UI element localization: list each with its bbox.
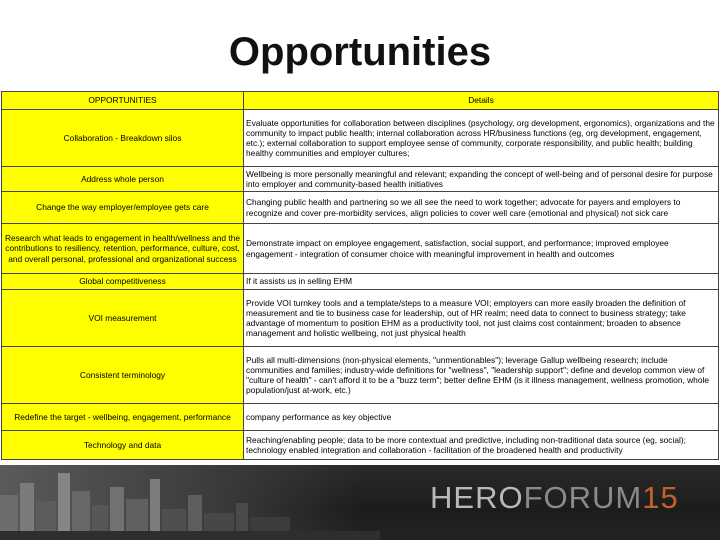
details-cell: Reaching/enabling people; data to be more contextual and predictive, including non-traditional data source (eg, social); technology enabled integration and collaboration - facilitation of the broadened health and productivity [244,431,719,460]
opportunity-cell: Global competitiveness [2,274,244,290]
logo-hero-text: HERO [430,480,524,515]
city-skyline-image [0,465,380,540]
opportunity-cell: Redefine the target - wellbeing, engagement, performance [2,404,244,431]
table-row [2,110,719,167]
table-row [2,224,719,274]
header-details: Details [244,92,719,110]
opportunity-cell: Technology and data [2,431,244,460]
table-row [2,274,719,290]
slide-title: Opportunities [228,30,492,74]
details-cell: Pulls all multi-dimensions (non-physical elements, "unmentionables"); leverage Gallup wellbeing research; include communities and families; industry-wide definitions for "wellness", "leadership support"; define and develop common view of "culture of health" - can't afford it to be a "buzz term"; better define EHM (is it illness management, wellness promotion, whole population/just at-work, etc.) [244,347,719,404]
table-row [2,290,719,347]
heroforum-logo [430,480,679,516]
details-cell: If it assists us in selling EHM [244,274,719,290]
details-cell: Demonstrate impact on employee engagement, satisfaction, social support, and performance; improved employee engagement - integration of consumer choice with meaningful improvement in health and outcomes [244,224,719,274]
opportunities-table [1,91,719,460]
table-header-row [2,92,719,110]
opportunity-cell: VOI measurement [2,290,244,347]
details-cell: Changing public health and partnering so we all see the need to work together; advocate for payers and employers to recognize and cover pre-morbidity services, align policies to cover well care (emotional and physical) not sick care [244,192,719,224]
opportunity-cell: Consistent terminology [2,347,244,404]
opportunity-cell: Research what leads to engagement in health/wellness and the contributions to resiliency, retention, performance, culture, cost, and overall personal, professional and organizational success [2,224,244,274]
table-row [2,192,719,224]
table-row [2,431,719,460]
details-cell: company performance as key objective [244,404,719,431]
table-row [2,347,719,404]
details-cell: Provide VOI turnkey tools and a template/steps to a measure VOI; employers can more easily broaden the definition of measurement and tie to business case for leadership, out of HR realm; need data to connect to business strategy; take advantage of momentum to position EHM as a productivity tool, not just claims cost containment; broaden to absence management and holistic wellbeing, not just physical health [244,290,719,347]
table-row [2,404,719,431]
details-cell: Evaluate opportunities for collaboration between disciplines (psychology, org development, ergonomics), organizations and the community to impact public health; internal collaboration across HR/business functions (eg, org development, engagement, etc.); external collaboration to support employee sense of community, corporate responsibility, and public health; building healthy communities and employer cultures; [244,110,719,167]
table-row [2,167,719,192]
details-cell: Wellbeing is more personally meaningful and relevant; expanding the concept of well-being and of personal desire for purpose into employer and community-based health initiatives [244,167,719,192]
opportunity-cell: Collaboration - Breakdown silos [2,110,244,167]
header-opportunities: OPPORTUNITIES [2,92,244,110]
opportunity-cell: Address whole person [2,167,244,192]
opportunity-cell: Change the way employer/employee gets care [2,192,244,224]
logo-year-text: 15 [642,480,679,515]
logo-forum-text: FORUM [523,480,643,515]
